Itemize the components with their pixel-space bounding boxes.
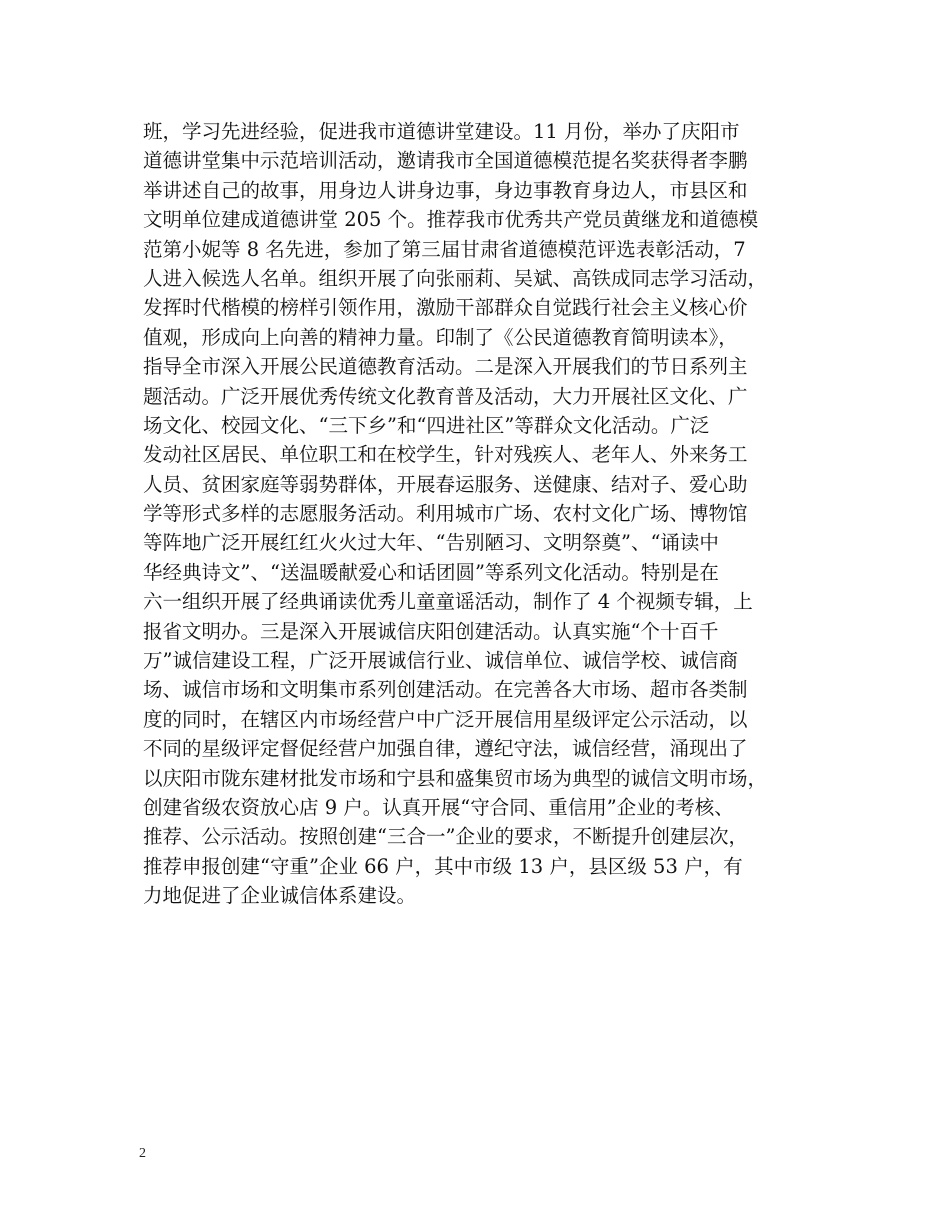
text-line: 举讲述自己的故事，用身边人讲身边事，身边事教育身边人，市县区和 <box>143 178 748 202</box>
text-line: 等阵地广泛开展红红火火过大年、“告别陋习、文明祭奠”、“诵读中 <box>143 531 719 555</box>
text-line: 文明单位建成道德讲堂 205 个。推荐我市优秀共产党员黄继龙和道德模 <box>143 208 759 232</box>
text-line: 道德讲堂集中示范培训活动，邀请我市全国道德模范提名奖获得者李鹏 <box>143 149 748 173</box>
text-line: 度的同时，在辖区内市场经营户中广泛开展信用星级评定公示活动，以 <box>143 707 748 731</box>
text-line: 指导全市深入开展公民道德教育活动。二是深入开展我们的节日系列主 <box>143 355 748 379</box>
text-line: 报省文明办。三是深入开展诚信庆阳创建活动。认真实施“个十百千 <box>143 619 719 643</box>
text-line: 班，学习先进经验，促进我市道德讲堂建设。11 月份，举办了庆阳市 <box>143 120 740 143</box>
body-paragraph <box>143 117 828 911</box>
text-line: 题活动。广泛开展优秀传统文化教育普及活动，大力开展社区文化、广 <box>143 384 748 408</box>
text-line: 以庆阳市陇东建材批发市场和宁县和盛集贸市场为典型的诚信文明市场， <box>143 766 768 790</box>
text-line: 华经典诗文”、“送温暖献爱心和话团圆”等系列文化活动。特别是在 <box>143 560 719 584</box>
text-line: 力地促进了企业诚信体系建设。 <box>143 884 417 908</box>
text-line: 万”诚信建设工程，广泛开展诚信行业、诚信单位、诚信学校、诚信商 <box>143 649 738 673</box>
text-line: 人进入候选人名单。组织开展了向张丽莉、吴斌、高铁成同志学习活动， <box>143 266 768 290</box>
text-line: 场、诚信市场和文明集市系列创建活动。在完善各大市场、超市各类制 <box>143 678 748 702</box>
text-line: 推荐、公示活动。按照创建“三合一”企业的要求，不断提升创建层次， <box>143 825 748 849</box>
text-line: 发动社区居民、单位职工和在校学生，针对残疾人、老年人、外来务工 <box>143 443 748 467</box>
text-line: 场文化、校园文化、“三下乡”和“四进社区”等群众文化活动。广泛 <box>143 413 710 437</box>
page-number: 2 <box>139 1146 146 1161</box>
text-line: 不同的星级评定督促经营户加强自律，遵纪守法，诚信经营，涌现出了 <box>143 737 748 761</box>
text-line: 学等形式多样的志愿服务活动。利用城市广场、农村文化广场、博物馆 <box>143 502 748 526</box>
text-line: 六一组织开展了经典诵读优秀儿童童谣活动，制作了 4 个视频专辑，上 <box>143 590 753 614</box>
text-line: 发挥时代楷模的榜样引领作用，激励干部群众自觉践行社会主义核心价 <box>143 296 748 320</box>
text-line: 推荐申报创建“守重”企业 66 户，其中市级 13 户，县区级 53 户，有 <box>143 854 743 878</box>
text-line: 人员、贫困家庭等弱势群体，开展春运服务、送健康、结对子、爱心助 <box>143 472 748 496</box>
text-line: 范第小妮等 8 名先进，参加了第三届甘肃省道德模范评选表彰活动，7 <box>143 237 746 261</box>
text-line: 创建省级农资放心店 9 户。认真开展“守合同、重信用”企业的考核、 <box>143 795 734 819</box>
text-line: 值观，形成向上向善的精神力量。印制了《公民道德教育简明读本》， <box>143 325 738 349</box>
